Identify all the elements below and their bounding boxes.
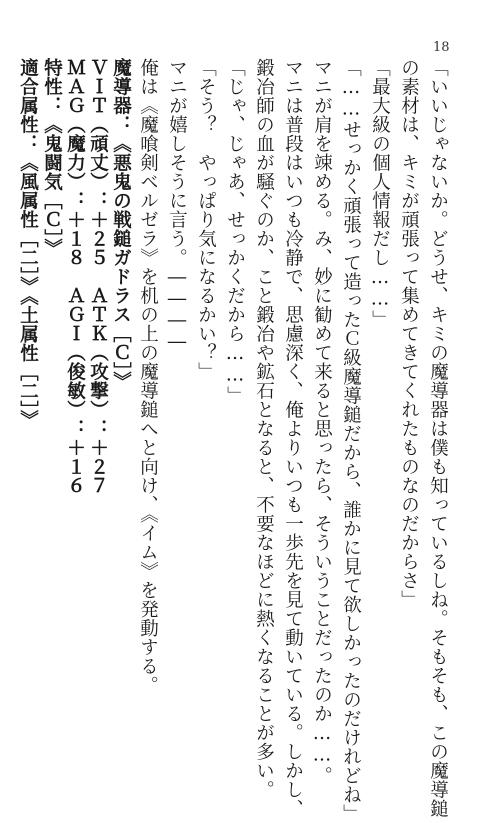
story-line: 「じゃ、じゃあ、せっかくだから……」 <box>224 58 246 405</box>
story-line: 鍛冶師の血が騒ぐのか、こと鍛冶や鉱石となると、不要なほどに熱くなることが多い。 <box>253 58 275 799</box>
stats-line: 魔導器：《悪鬼の戦鎚ガドラス［Ｃ］》 <box>110 58 132 391</box>
stats-line: ＭＡＧ（魔力）：＋１８ ＡＧＩ（俊敏）：＋１６ <box>64 58 86 495</box>
story-line: マニは普段はいつも冷静で、思慮深く、俺よりいつも一歩先を見て動いている。しかし、 <box>282 58 304 818</box>
story-line: 「……せっかく頑張って造ったＣ級魔導鎚だから、誰かに見て欲しかったのだけれどね」 <box>340 58 362 823</box>
page-number: 18 <box>433 40 450 55</box>
vertical-text-block <box>62 58 449 823</box>
stats-line: 適合属性：《風属性［二］》《土属性［二］》 <box>17 58 39 430</box>
story-line: 「最大級の個人情報だし……」 <box>369 58 391 329</box>
stats-line: ＶＩＴ（頑丈）：＋２５ ＡＴＫ（攻撃）：＋２７ <box>87 58 109 495</box>
story-line: マニが肩を竦める。み、妙に勧めて来ると思ったら、そういうことだったのか……。 <box>311 58 333 785</box>
story-line: 俺は《魔喰剣ベルゼラ》を机の上の魔導鎚へと向け、《イム》を発動する。 <box>137 58 159 695</box>
story-line: の素材は、キミが頑張って集めてきてくれたものなのだからさ」 <box>398 58 420 609</box>
story-line: 「いいじゃないか。どうせ、キミの魔導器は僕も知っているしね。そもそも、この魔導鎚 <box>427 58 449 818</box>
story-line: マニが嬉しそうに言う。―――― <box>166 58 188 353</box>
story-line: 「そう？ やっぱり気になるかい？」 <box>195 58 217 381</box>
stats-line: 特性：《鬼闘気［Ｃ］》 <box>41 58 63 258</box>
